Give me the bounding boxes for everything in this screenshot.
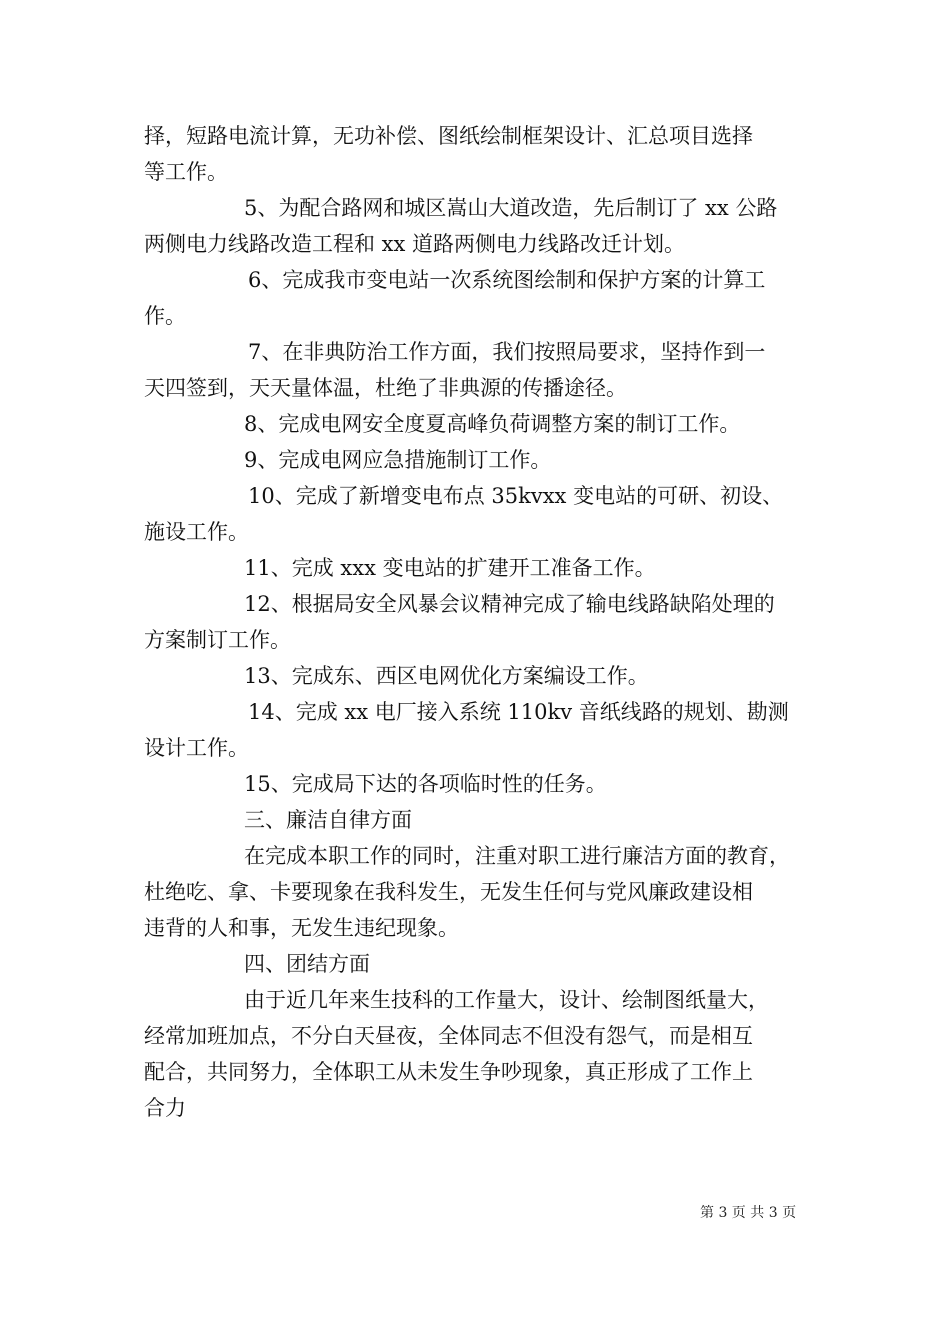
text-line: 违背的人和事，无发生违纪现象。 [144, 916, 459, 940]
paragraph [144, 838, 812, 946]
text-line: 14、完成 xx 电厂接入系统 110kv 音纸线路的规划、勘测 [248, 700, 789, 724]
text-line: 在完成本职工作的同时，注重对职工进行廉洁方面的教育， [244, 844, 790, 868]
text-line: 10、完成了新增变电布点 35kvxx 变电站的可研、初设、 [248, 484, 784, 508]
text-line: 8、完成电网安全度夏高峰负荷调整方案的制订工作。 [244, 412, 741, 436]
text-line: 12、根据局安全风暴会议精神完成了输电线路缺陷处理的 [244, 592, 775, 616]
document-body [144, 118, 812, 1126]
text-line: 合力 [144, 1096, 186, 1120]
text-line: 两侧电力线路改造工程和 xx 道路两侧电力线路改迁计划。 [144, 232, 686, 256]
paragraph [144, 118, 812, 190]
paragraph [144, 658, 812, 694]
text-line: 作。 [144, 304, 186, 328]
text-line: 11、完成 xxx 变电站的扩建开工准备工作。 [244, 556, 656, 580]
text-line: 等工作。 [144, 160, 228, 184]
text-line: 13、完成东、西区电网优化方案编设工作。 [244, 664, 649, 688]
paragraph [144, 442, 812, 478]
text-line: 方案制订工作。 [144, 628, 291, 652]
text-line: 15、完成局下达的各项临时性的任务。 [244, 772, 607, 796]
text-line: 7、在非典防治工作方面，我们按照局要求，坚持作到一 [248, 340, 766, 364]
text-line: 杜绝吃、拿、卡要现象在我科发生，无发生任何与党风廉政建设相 [144, 880, 753, 904]
paragraph [144, 478, 812, 550]
paragraph [144, 586, 812, 658]
text-line: 由于近几年来生技科的工作量大，设计、绘制图纸量大， [244, 988, 769, 1012]
paragraph [144, 334, 812, 406]
paragraph [144, 550, 812, 586]
text-line: 设计工作。 [144, 736, 249, 760]
text-line: 三、廉洁自律方面 [244, 808, 412, 832]
paragraph [144, 802, 812, 838]
paragraph [144, 946, 812, 982]
text-line: 天四签到，天天量体温，杜绝了非典源的传播途径。 [144, 376, 627, 400]
text-line: 择，短路电流计算，无功补偿、图纸绘制框架设计、汇总项目选择 [144, 124, 753, 148]
text-line: 四、团结方面 [244, 952, 370, 976]
paragraph [144, 982, 812, 1126]
page-number-footer: 第 3 页 共 3 页 [700, 1205, 797, 1221]
text-line: 配合，共同努力，全体职工从未发生争吵现象，真正形成了工作上 [144, 1060, 753, 1084]
text-line: 施设工作。 [144, 520, 249, 544]
text-line: 5、为配合路网和城区嵩山大道改造，先后制订了 xx 公路 [244, 196, 778, 220]
paragraph [144, 262, 812, 334]
paragraph [144, 694, 812, 766]
text-line: 经常加班加点，不分白天昼夜，全体同志不但没有怨气，而是相互 [144, 1024, 753, 1048]
text-line: 6、完成我市变电站一次系统图绘制和保护方案的计算工 [248, 268, 766, 292]
paragraph [144, 406, 812, 442]
paragraph [144, 766, 812, 802]
text-line: 9、完成电网应急措施制订工作。 [244, 448, 552, 472]
paragraph [144, 190, 812, 262]
